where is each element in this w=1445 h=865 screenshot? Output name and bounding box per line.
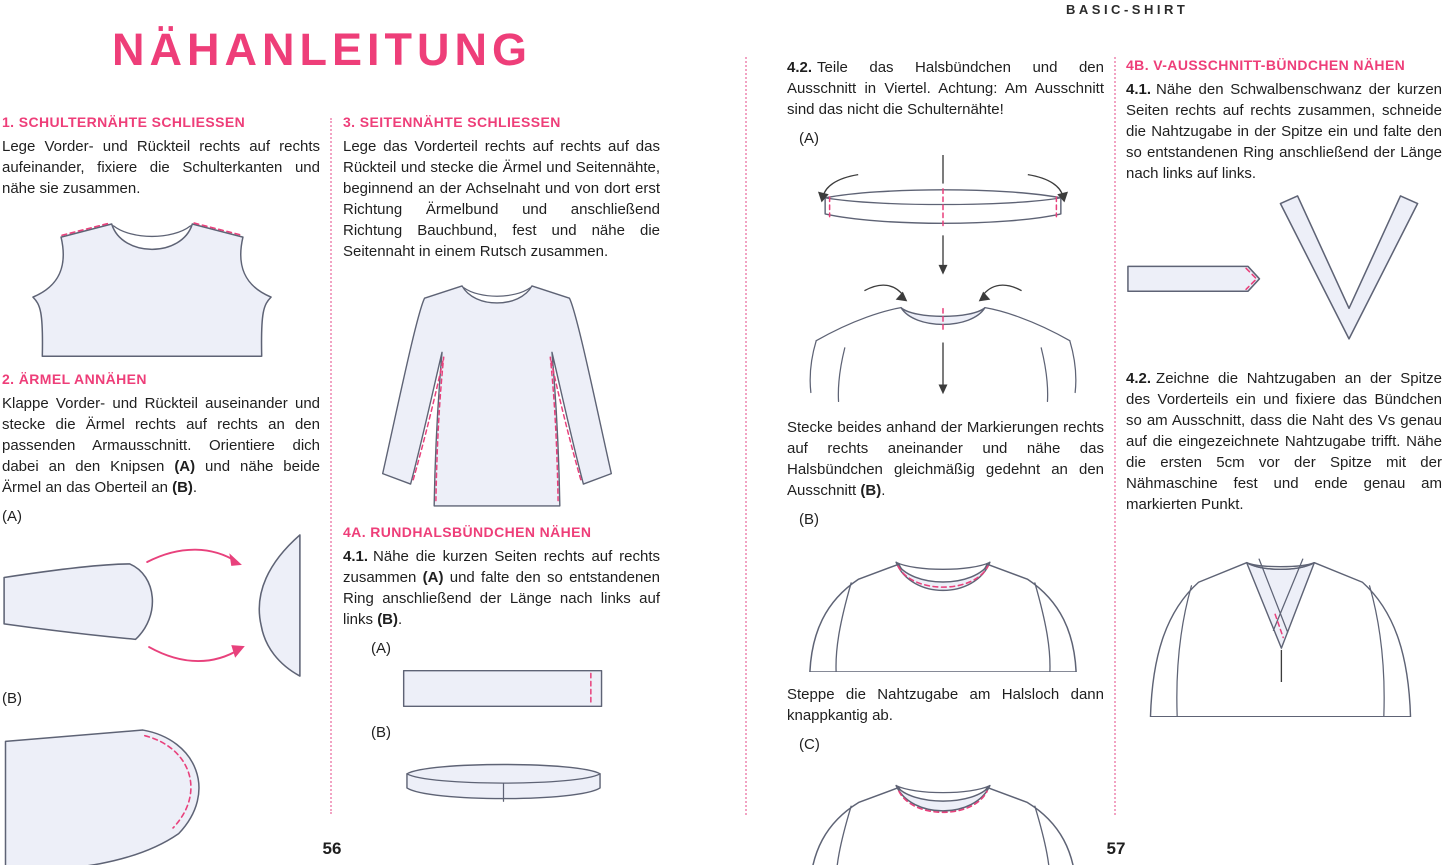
- quartering-illustration: [809, 155, 1077, 405]
- text-run: Klappe Vorder- und Rückteil auseinander und stecke die Ärmel rechts auf rechts an den passenden Armausschnitt. Orientiere dich dabei an den Knipsen: [2, 395, 320, 475]
- figure-label-b: (B): [2, 690, 22, 707]
- page-number-left: 56: [322, 839, 342, 858]
- text-run: Nähe den Schwalbenschwanz der kurzen Seiten rechts auf rechts zusammen, schneide die Nahtzugabe in der Spitze ein und falte den so entstandenen Ring anschließend der Länge nach links auf links.: [1126, 81, 1442, 182]
- text-run: Zeichne die Nahtzugaben an der Spitze des Vorderteils ein und fixiere das Bündchen so am Ausschnitt, dass die Naht des Vs genau auf die eingezeichnete Nahtzugabe trifft. Nähe die ersten 5cm vor der Spitze mit der Nähmaschine fest und ende genau am markierten Punkt.: [1126, 370, 1442, 513]
- text-run-bold: (B): [860, 482, 882, 499]
- figure-label-b: (B): [799, 511, 819, 528]
- figure-quartering: [809, 155, 1104, 405]
- figure-label-a: (A): [2, 508, 22, 525]
- figure-band-topstitched: [793, 761, 1104, 865]
- paragraph: Lege Vorder- und Rückteil rechts auf rechts aufeinander, fixiere die Schulterkanten und nähe sie zusammen.: [2, 138, 320, 197]
- figure-label-a: (A): [371, 640, 391, 657]
- figure-label-c: (C): [799, 736, 820, 753]
- figure-sleeve-pinning: [2, 533, 320, 678]
- paragraph: Lege das Vorderteil rechts auf rechts auf das Rückteil und stecke die Ärmel und Seitennähte, beginnend an der Achselnaht und von dort erst Richtung Ärmelbund und anschließend Richtung Bauchbund, fest und nähe die Seitennaht in einem Rutsch zusammen.: [343, 138, 660, 260]
- figure-neckband-ring: [401, 749, 660, 811]
- text-run: und falte den so entstandenen Ring anschließend der Länge nach links auf links: [343, 569, 660, 628]
- section-heading-v-neckband: 4B. V-AUSSCHNITT-BÜNDCHEN NÄHEN: [1126, 57, 1406, 73]
- paragraph: [343, 546, 660, 630]
- text-run-bold: (B): [377, 611, 399, 628]
- paragraph: [1126, 368, 1442, 515]
- paragraph: Steppe die Nahtzugabe am Halsloch dann knappkantig ab.: [787, 686, 1104, 724]
- figure-band-pinned: [793, 536, 1104, 672]
- text-run-bold: (A): [422, 569, 444, 586]
- step-number: 4.1.: [343, 548, 369, 565]
- v-band-pieces-illustration: [1126, 194, 1431, 356]
- text-run-bold: (A): [174, 458, 196, 475]
- text-run-bold: (B): [172, 479, 193, 496]
- figure-v-neck-shirt: [1138, 525, 1442, 717]
- page-title: NÄHANLEITUNG: [112, 24, 532, 75]
- column-1: [2, 114, 320, 865]
- text-run: .: [192, 479, 198, 496]
- shoulder-seam-illustration: [2, 209, 302, 359]
- section-heading-round-neckband: 4A. RUNDHALSBÜNDCHEN NÄHEN: [343, 524, 592, 540]
- neckband-ring-illustration: [401, 749, 606, 811]
- page-gutter-divider-dotted: [745, 57, 747, 815]
- column-2: [343, 114, 660, 823]
- step-number: 4.1.: [1126, 81, 1152, 98]
- figure-shoulder-seam: [2, 209, 320, 359]
- section-heading-side-seams: 3. SEITENNÄHTE SCHLIESSEN: [343, 114, 561, 130]
- section-heading-attach-sleeves: 2. ÄRMEL ANNÄHEN: [2, 371, 147, 387]
- column-divider-dotted: [330, 118, 332, 814]
- paragraph: [787, 57, 1104, 120]
- text-run: Stecke beides anhand der Markierungen rechts auf rechts aneinander und nähe das Halsbündchen gleichmäßig gedehnt an den Ausschnitt: [787, 419, 1104, 499]
- figure-label-b: (B): [371, 724, 391, 741]
- column-3: [787, 57, 1104, 865]
- paragraph: [1126, 79, 1442, 184]
- figure-side-seams-shirt: [357, 272, 660, 512]
- paragraph: [787, 417, 1104, 501]
- text-run: und nähe beide Ärmel an das Oberteil an: [2, 458, 320, 496]
- column-divider-dotted: [1114, 57, 1116, 815]
- neckband-strip-illustration: [401, 665, 606, 712]
- figure-v-band-pieces: [1126, 194, 1442, 356]
- side-seam-shirt-illustration: [357, 272, 637, 512]
- sleeve-seam-illustration: [2, 715, 297, 865]
- text-run: .: [881, 482, 886, 499]
- sleeve-pinning-illustration: [2, 533, 302, 678]
- figure-sleeve-seam: [2, 715, 320, 865]
- neckband-topstitched-illustration: [793, 761, 1093, 865]
- figure-neckband-strip: [401, 665, 660, 712]
- text-run: .: [398, 611, 403, 628]
- page-number-right: 57: [1106, 839, 1126, 858]
- text-run: Nähe die kurzen Seiten rechts auf rechts zusammen: [343, 548, 660, 586]
- paragraph: [2, 393, 320, 498]
- section-heading-shoulder-seams: 1. SCHULTERNÄHTE SCHLIESSEN: [2, 114, 246, 130]
- running-header: BASIC-SHIRT: [1066, 2, 1189, 17]
- step-number: 4.2.: [1126, 370, 1152, 387]
- neckband-pinned-illustration: [793, 536, 1093, 672]
- text-run: Teile das Halsbündchen und den Ausschnitt in Viertel. Achtung: Am Ausschnitt sind das nicht die Schulternähte!: [787, 59, 1104, 118]
- step-number: 4.2.: [787, 59, 813, 76]
- v-neck-shirt-illustration: [1138, 525, 1423, 717]
- column-4: [1126, 57, 1442, 729]
- figure-label-a: (A): [799, 130, 819, 147]
